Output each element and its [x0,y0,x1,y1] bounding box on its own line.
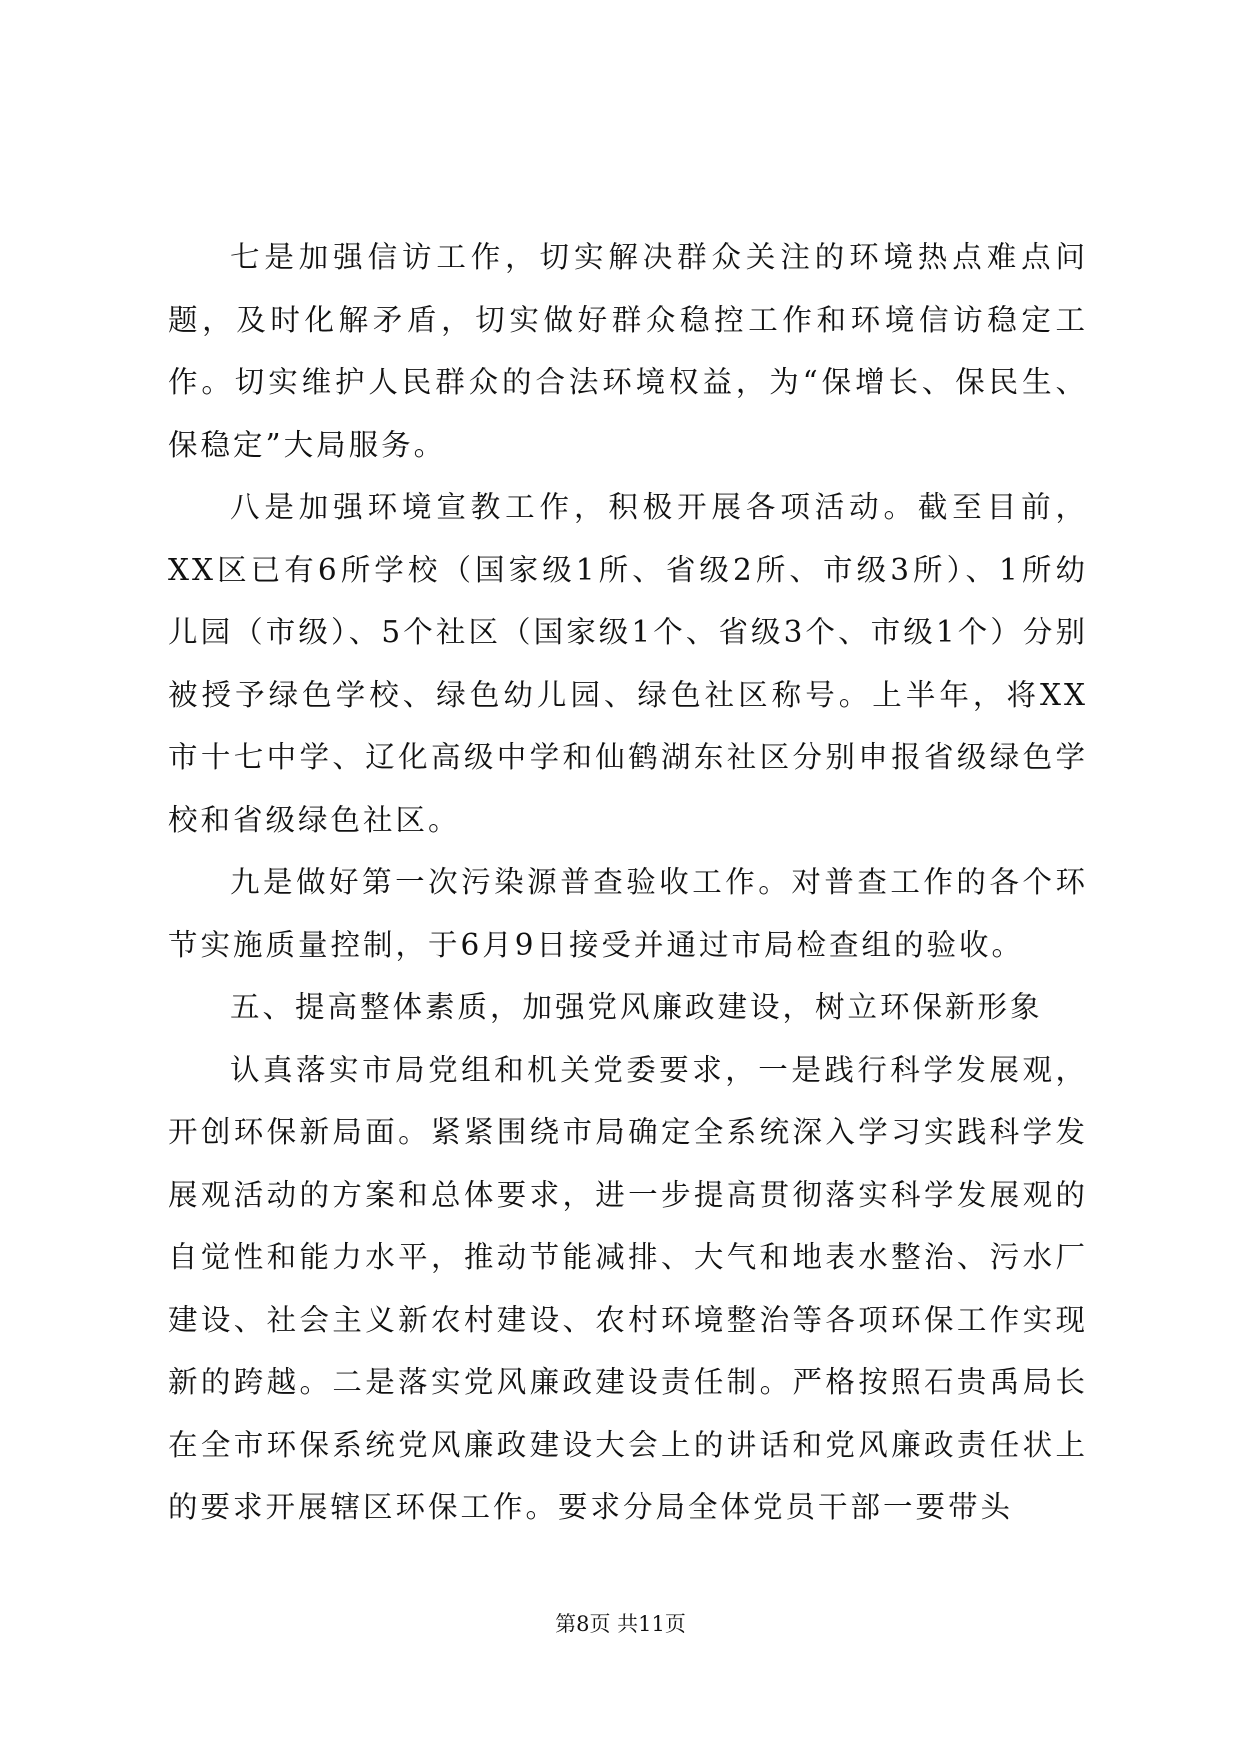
page-number-footer: 第8页 共11页 [555,1612,686,1636]
paragraph-environmental-education: 八是加强环境宣教工作，积极开展各项活动。截至目前，XX区已有6所学校（国家级1所、省级2所、市级3所）、1所幼儿园（市级）、5个社区（国家级1个、省级3个、市级1个）分别被授予绿色学校、绿色幼儿园、绿色社区称号。上半年，将XX市十七中学、辽化高级中学和仙鹤湖东社区分别申报省级绿色学校和省级绿色社区。 [168,490,1088,837]
document-body [168,226,1088,1539]
paragraph-party-building: 认真落实市局党组和机关党委要求，一是践行科学发展观，开创环保新局面。紧紧围绕市局确定全系统深入学习实践科学发展观活动的方案和总体要求，进一步提高贯彻落实科学发展观的自觉性和能力水平，推动节能减排、大气和地表水整治、污水厂建设、社会主义新农村建设、农村环境整治等各项环保工作实现新的跨越。二是落实党风廉政建设责任制。严格按照石贵禹局长在全市环保系统党风廉政建设大会上的讲话和党风廉政责任状上的要求开展辖区环保工作。要求分局全体党员干部一要带头 [168,1052,1088,1524]
paragraph-petition-work: 七是加强信访工作，切实解决群众关注的环境热点难点问题，及时化解矛盾，切实做好群众稳控工作和环境信访稳定工作。切实维护人民群众的合法环境权益，为“保增长、保民生、保稳定”大局服务。 [168,240,1088,462]
paragraph-pollution-census: 九是做好第一次污染源普查验收工作。对普查工作的各个环节实施质量控制，于6月9日接受并通过市局检查组的验收。 [168,865,1088,962]
section-heading-five: 五、提高整体素质，加强党风廉政建设，树立环保新形象 [230,990,1043,1024]
